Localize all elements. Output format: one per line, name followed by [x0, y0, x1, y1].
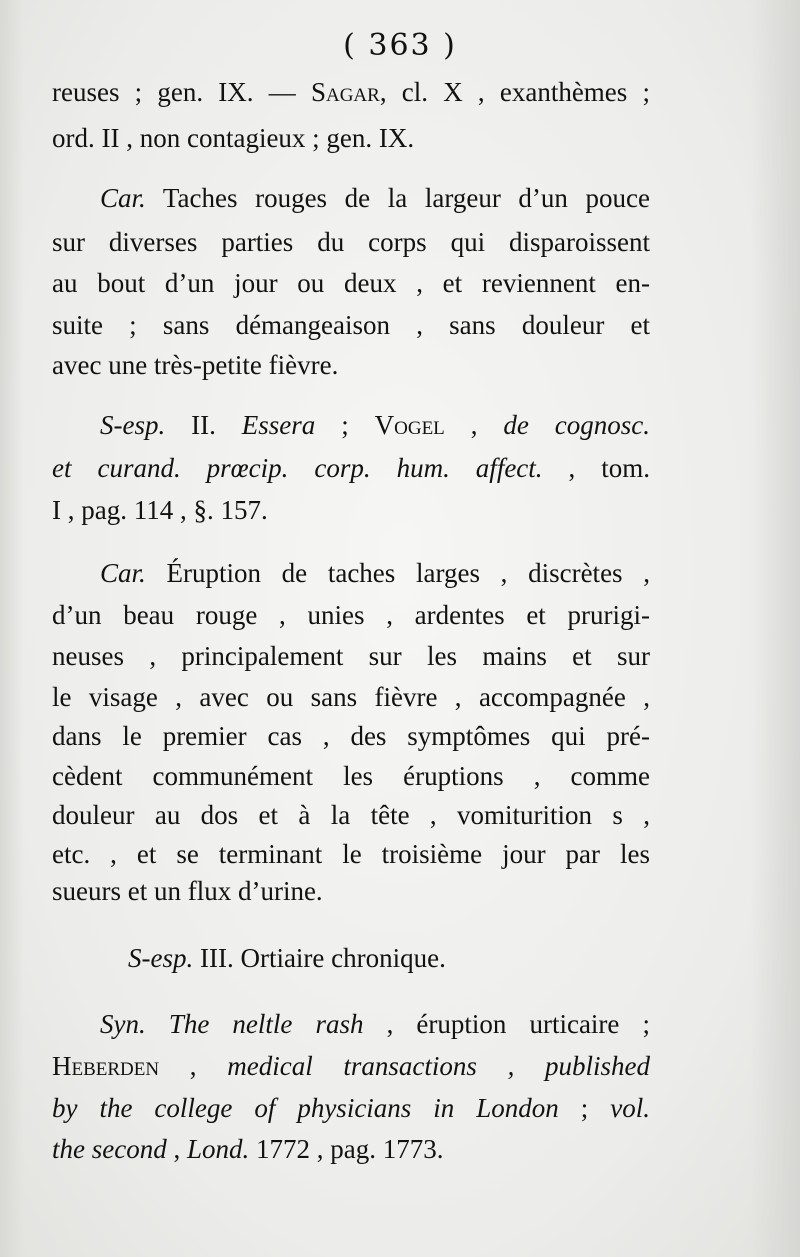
right-page-edge [750, 0, 800, 1257]
text-line: suite ; sans démangeaison , sans douleur et [52, 310, 650, 340]
text-line: I , pag. 114 , §. 157. [52, 495, 268, 525]
text-line: au bout d’un jour ou deux , et reviennent en- [52, 268, 650, 298]
left-page-edge [0, 0, 24, 1257]
text-line: Syn. The neltle rash , éruption urticaire ; [100, 1009, 650, 1039]
text-line: douleur au dos et à la tête , vomiturition s , [52, 800, 650, 830]
text-line: by the college of physicians in London ; vol. [52, 1093, 650, 1123]
text-line: et curand. prœcip. corp. hum. affect. , tom. [52, 453, 650, 483]
text-line: cèdent communément les éruptions , comme [52, 761, 650, 791]
text-line: etc. , et se terminant le troisième jour par les [52, 839, 650, 869]
text-line: ord. II , non contagieux ; gen. IX. [52, 123, 415, 153]
text-line: neuses , principalement sur les mains et sur [52, 641, 650, 671]
text-line: Car. Taches rouges de la largeur d’un pouce [100, 183, 650, 213]
text-line: avec une très-petite fièvre. [52, 350, 339, 380]
text-line: dans le premier cas , des symptômes qui pré- [52, 721, 650, 751]
text-line: reuses ; gen. IX. — Sagar, cl. X , exanthèmes ; [52, 77, 650, 107]
text-line: d’un beau rouge , unies , ardentes et prurigi- [52, 600, 650, 630]
text-line: S-esp. II. Essera ; Vogel , de cognosc. [100, 410, 650, 440]
text-line: sueurs et un flux d’urine. [52, 876, 323, 906]
text-line: Heberden , medical transactions , published [52, 1051, 651, 1081]
text-line: S-esp. III. Ortiaire chronique. [128, 943, 446, 973]
text-line: le visage , avec ou sans fièvre , accompagnée , [52, 682, 650, 712]
page-number: ( 363 ) [343, 28, 457, 63]
text-line: the second , Lond. 1772 , pag. 1773. [52, 1134, 444, 1164]
text-line: Car. Éruption de taches larges , discrètes , [100, 558, 650, 588]
text-line: sur diverses parties du corps qui disparoissent [52, 227, 650, 257]
